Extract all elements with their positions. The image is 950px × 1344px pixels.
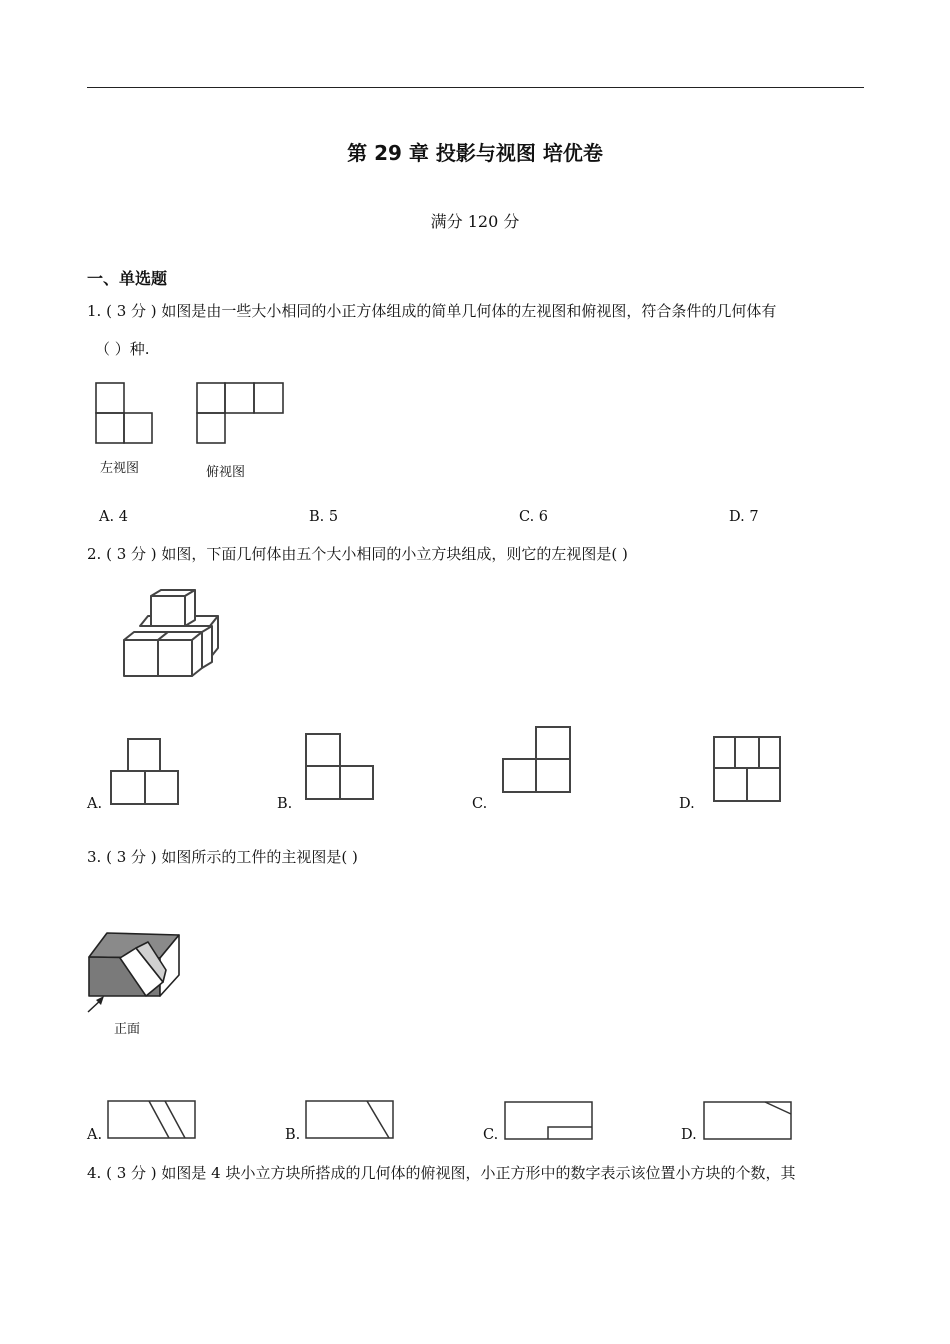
q2-option-a-figure[interactable] [110,738,180,806]
q3-option-d[interactable]: D. [681,1127,697,1143]
q2-option-a[interactable]: A. [87,796,103,812]
q2-option-c-figure[interactable] [502,726,572,794]
header-rule [87,87,864,88]
section-heading: 一、单选题 [87,269,168,288]
q1-left-view-label: 左视图 [100,461,140,476]
q4-text: 4. ( 3 分 ) 如图是 4 块小立方块所搭成的几何体的俯视图，小正方形中的数字表示该位置小方块的个数，其 [87,1164,796,1182]
q2-option-d-figure[interactable] [713,736,783,804]
q3-option-a[interactable]: A. [87,1127,103,1143]
q3-front-label: 正面 [114,1022,141,1037]
q3-option-c-figure[interactable] [504,1101,594,1141]
q2-option-b[interactable]: B. [277,796,293,812]
q3-option-b-figure[interactable] [305,1100,395,1140]
q1-option-c[interactable]: C. 6 [519,509,549,525]
q3-text: 3. ( 3 分 ) 如图所示的工件的主视图是( ) [87,848,358,866]
q2-cube-figure [120,590,220,682]
q2-option-b-figure[interactable] [305,733,375,801]
q1-option-b[interactable]: B. 5 [309,509,339,525]
q1-option-a[interactable]: A. 4 [99,509,128,525]
q2-option-d[interactable]: D. [679,796,695,812]
q1-text-line1: 1. ( 3 分 ) 如图是由一些大小相同的小正方体组成的简单几何体的左视图和俯视图，符合条件的几何体有 [87,302,777,320]
q3-option-a-figure[interactable] [107,1100,197,1140]
q3-option-d-figure[interactable] [703,1101,793,1141]
q1-top-view-figure [196,382,286,444]
q3-workpiece-figure [84,930,184,1030]
q2-option-c[interactable]: C. [472,796,488,812]
q3-option-c[interactable]: C. [483,1127,499,1143]
page-title: 第 29 章 投影与视图 培优卷 [347,141,603,165]
q2-text: 2. ( 3 分 ) 如图，下面几何体由五个大小相同的小立方块组成，则它的左视图是( ) [87,545,628,563]
q1-option-d[interactable]: D. 7 [729,509,759,525]
q1-top-view-label: 俯视图 [206,465,246,480]
score-subtitle: 满分 120 分 [430,212,520,231]
q1-left-view-figure [95,382,155,444]
q3-option-b[interactable]: B. [285,1127,301,1143]
q1-text-line2: （ ）种. [95,340,150,358]
